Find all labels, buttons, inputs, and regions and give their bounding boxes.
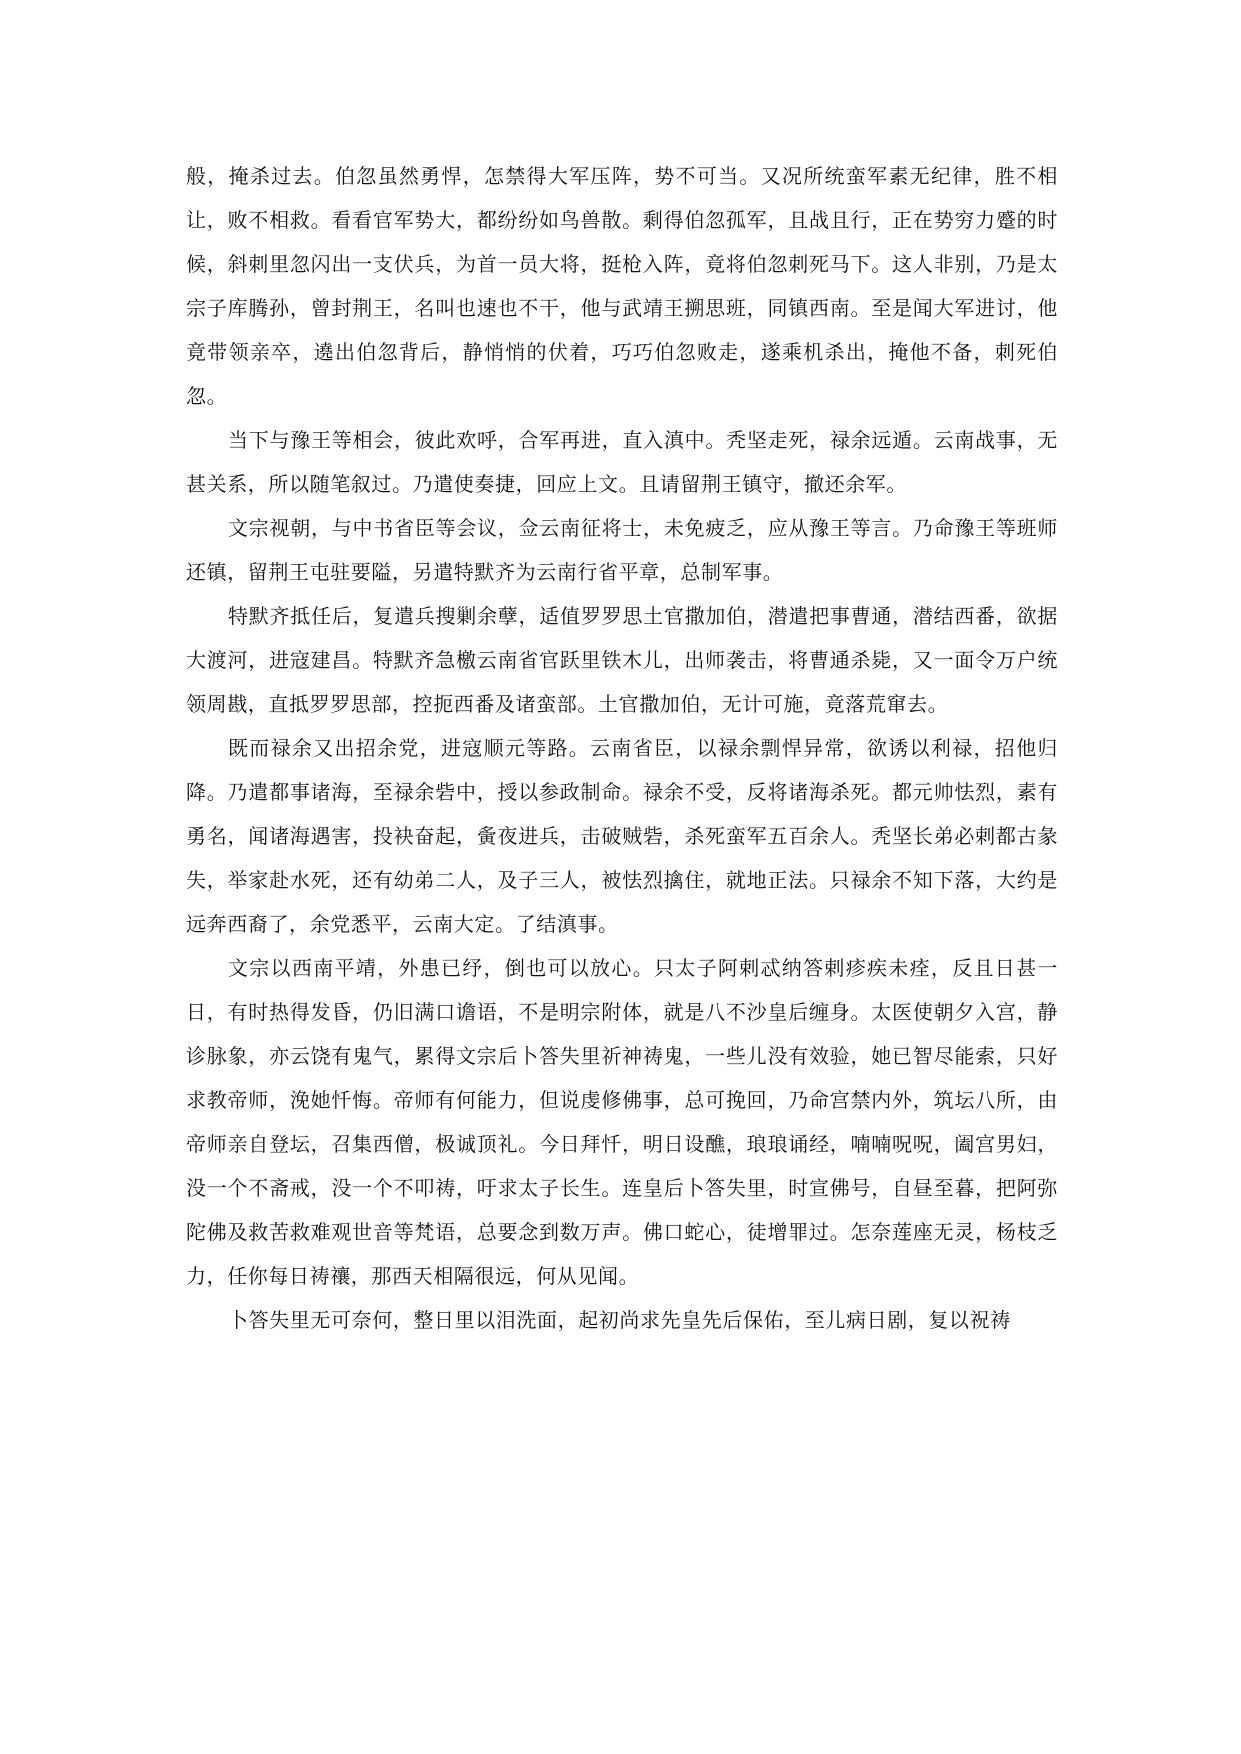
paragraph-4: 特默齐抵任后，复遣兵搜剿余孽，适值罗罗思土官撒加伯，潜遣把事曹通，潜结西番，欲据大渡河，进寇建昌。特默齐急檄云南省官跃里铁木儿，出师袭击，将曹通杀毙，又一面令万户统领周戡，直抵罗罗思部，控扼西番及诸蛮部。土官撒加伯，无计可施，竟落荒窜去。 [186,604,1058,716]
paragraph-1: 般，掩杀过去。伯忽虽然勇悍，怎禁得大军压阵，势不可当。又况所统蛮军素无纪律，胜不相让，败不相救。看看官军势大，都纷纷如鸟兽散。剩得伯忽孤军，且战且行，正在势穷力蹙的时候，斜刺里忽闪出一支伏兵，为首一员大将，挺枪入阵，竟将伯忽刺死马下。这人非别，乃是太宗子库腾孙，曾封荆王，名叫也速也不干，他与武靖王搠思班，同镇西南。至是闻大军进讨，他竟带领亲卒，遶出伯忽背后，静悄悄的伏着，巧巧伯忽败走，遂乘机杀出，掩他不备，刺死伯忽。 [186,164,1058,408]
paragraph-6: 文宗以西南平靖，外患已纾，倒也可以放心。只太子阿剌忒纳答剌疹疾未痊，反且日甚一日，有时热得发昏，仍旧满口谵语，不是明宗附体，就是八不沙皇后缠身。太医使朝夕入宫，静诊脉象，亦云饶有鬼气，累得文宗后卜答失里祈神祷鬼，一些儿没有效验，她已智尽能索，只好求教帝师，浼她忏悔。帝师有何能力，但说虔修佛事，总可挽回，乃命宫禁内外，筑坛八所，由帝师亲自登坛，召集西僧，极诚顶礼。今日拜忏，明日设醮，琅琅诵经，喃喃呪呪，阖宫男妇，没一个不斋戒，没一个不叩祷，吁求太子长生。连皇后卜答失里，时宣佛号，自昼至暮，把阿弥陀佛及救苦救难观世音等梵语，总要念到数万声。佛口蛇心，徒增罪过。怎奈莲座无灵，杨枝乏力，任你每日祷禳，那西天相隔很远，何从见闻。 [186,956,1058,1288]
paragraph-2: 当下与豫王等相会，彼此欢呼，合军再进，直入滇中。秃坚走死，禄余远遁。云南战事，无甚关系，所以随笔叙过。乃遣使奏捷，回应上文。且请留荆王镇守，撤还余军。 [186,428,1058,496]
paragraph-3: 文宗视朝，与中书省臣等会议，佥云南征将士，未免疲乏，应从豫王等言。乃命豫王等班师还镇，留荆王屯驻要隘，另遣特默齐为云南行省平章，总制军事。 [186,516,1058,584]
paragraph-7: 卜答失里无可奈何，整日里以泪洗面，起初尚求先皇先后保佑，至儿病日剧，复以祝祷 [228,1308,1011,1332]
document-body [186,154,1058,1342]
paragraph-5: 既而禄余又出招余党，进寇顺元等路。云南省臣，以禄余剽悍异常，欲诱以利禄，招他归降。乃遣都事诸海，至禄余砦中，授以参政制命。禄余不受，反将诸海杀死。都元帅怯烈，素有勇名，闻诸海遇害，投袂奋起，夤夜进兵，击破贼砦，杀死蛮军五百余人。秃坚长弟必剌都古彖失，举家赴水死，还有幼弟二人，及子三人，被怯烈擒住，就地正法。只禄余不知下落，大约是远奔西裔了，余党悉平，云南大定。了结滇事。 [186,736,1058,936]
